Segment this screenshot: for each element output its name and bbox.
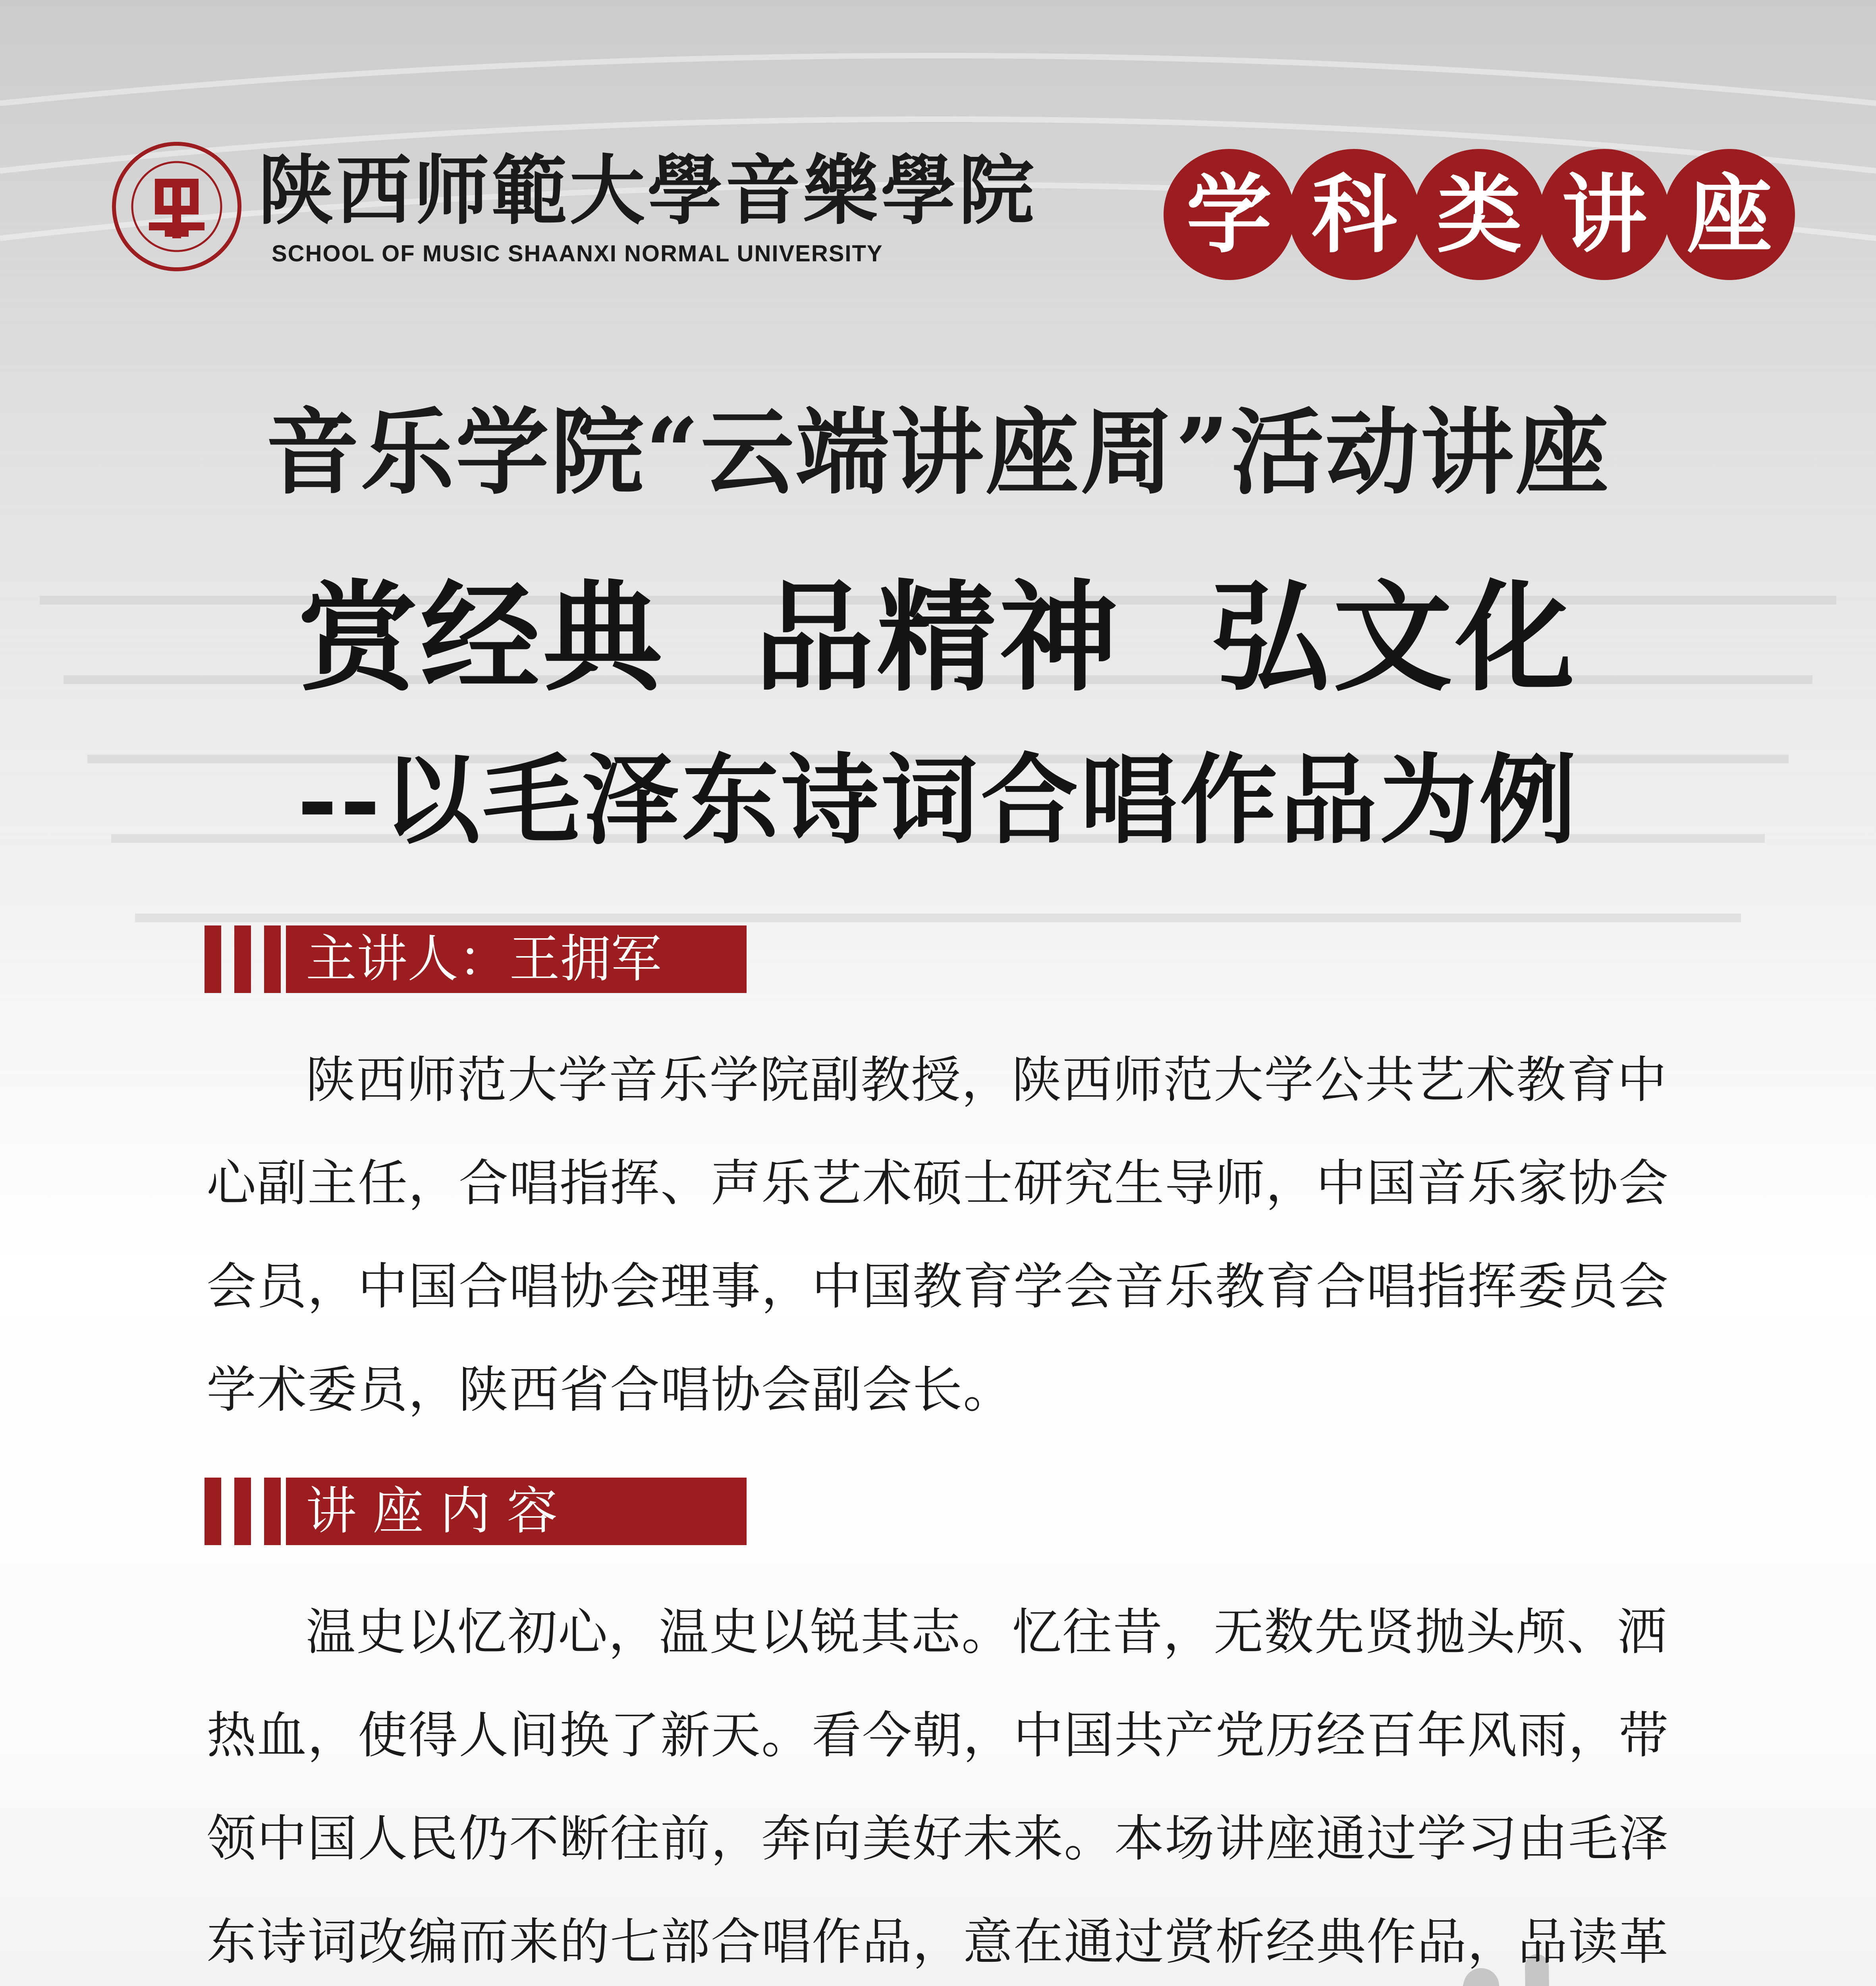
content-heading: 讲 座 内 容 bbox=[286, 1478, 747, 1545]
lecture-subtitle: --以毛泽东诗词合唱作品为例 bbox=[297, 743, 1579, 857]
event-title: 音乐学院“云端讲座周”活动讲座 bbox=[266, 398, 1610, 507]
accent-bar bbox=[234, 925, 251, 993]
accent-bar bbox=[234, 1478, 251, 1545]
category-badge-char: 学 bbox=[1164, 149, 1295, 280]
school-name-chinese: 陕西师範大學音樂學院 bbox=[258, 146, 1037, 235]
accent-bar bbox=[264, 925, 281, 993]
category-badge-char: 类 bbox=[1414, 149, 1545, 280]
category-badge-char: 讲 bbox=[1539, 149, 1670, 280]
accent-bar bbox=[205, 925, 221, 993]
lecture-title: 赏经典 品精神 弘文化 bbox=[298, 567, 1578, 707]
school-seal-logo bbox=[111, 141, 242, 272]
accent-bar bbox=[205, 1478, 221, 1545]
speaker-heading: 主讲人：王拥军 bbox=[286, 925, 747, 993]
lecture-description: 温史以忆初心，温史以锐其志。忆往昔，无数先贤抛头颅、洒热血，使得人间换了新天。看今朝，中国共产党历经百年风雨，带领中国人民仍不断往前，奔向美好未来。本场讲座通过学习由毛泽东诗词改编而来的七部合唱作品，意在通过赏析经典作品，品读革 bbox=[207, 1603, 1669, 1971]
category-badge-char: 科 bbox=[1289, 149, 1420, 280]
category-badge-char: 座 bbox=[1664, 149, 1795, 280]
speaker-bio: 陕西师范大学音乐学院副教授，陕西师范大学公共艺术教育中心副主任，合唱指挥、声乐艺术硕士研究生导师，中国音乐家协会会员，中国合唱协会理事，中国教育学会音乐教育合唱指挥委员会学术委员，陕西省合唱协会副会长。 bbox=[207, 1051, 1669, 1419]
category-badges bbox=[1164, 149, 1799, 280]
accent-bar bbox=[264, 1478, 281, 1545]
school-name-english: SCHOOL OF MUSIC SHAANXI NORMAL UNIVERSITY bbox=[272, 241, 883, 267]
